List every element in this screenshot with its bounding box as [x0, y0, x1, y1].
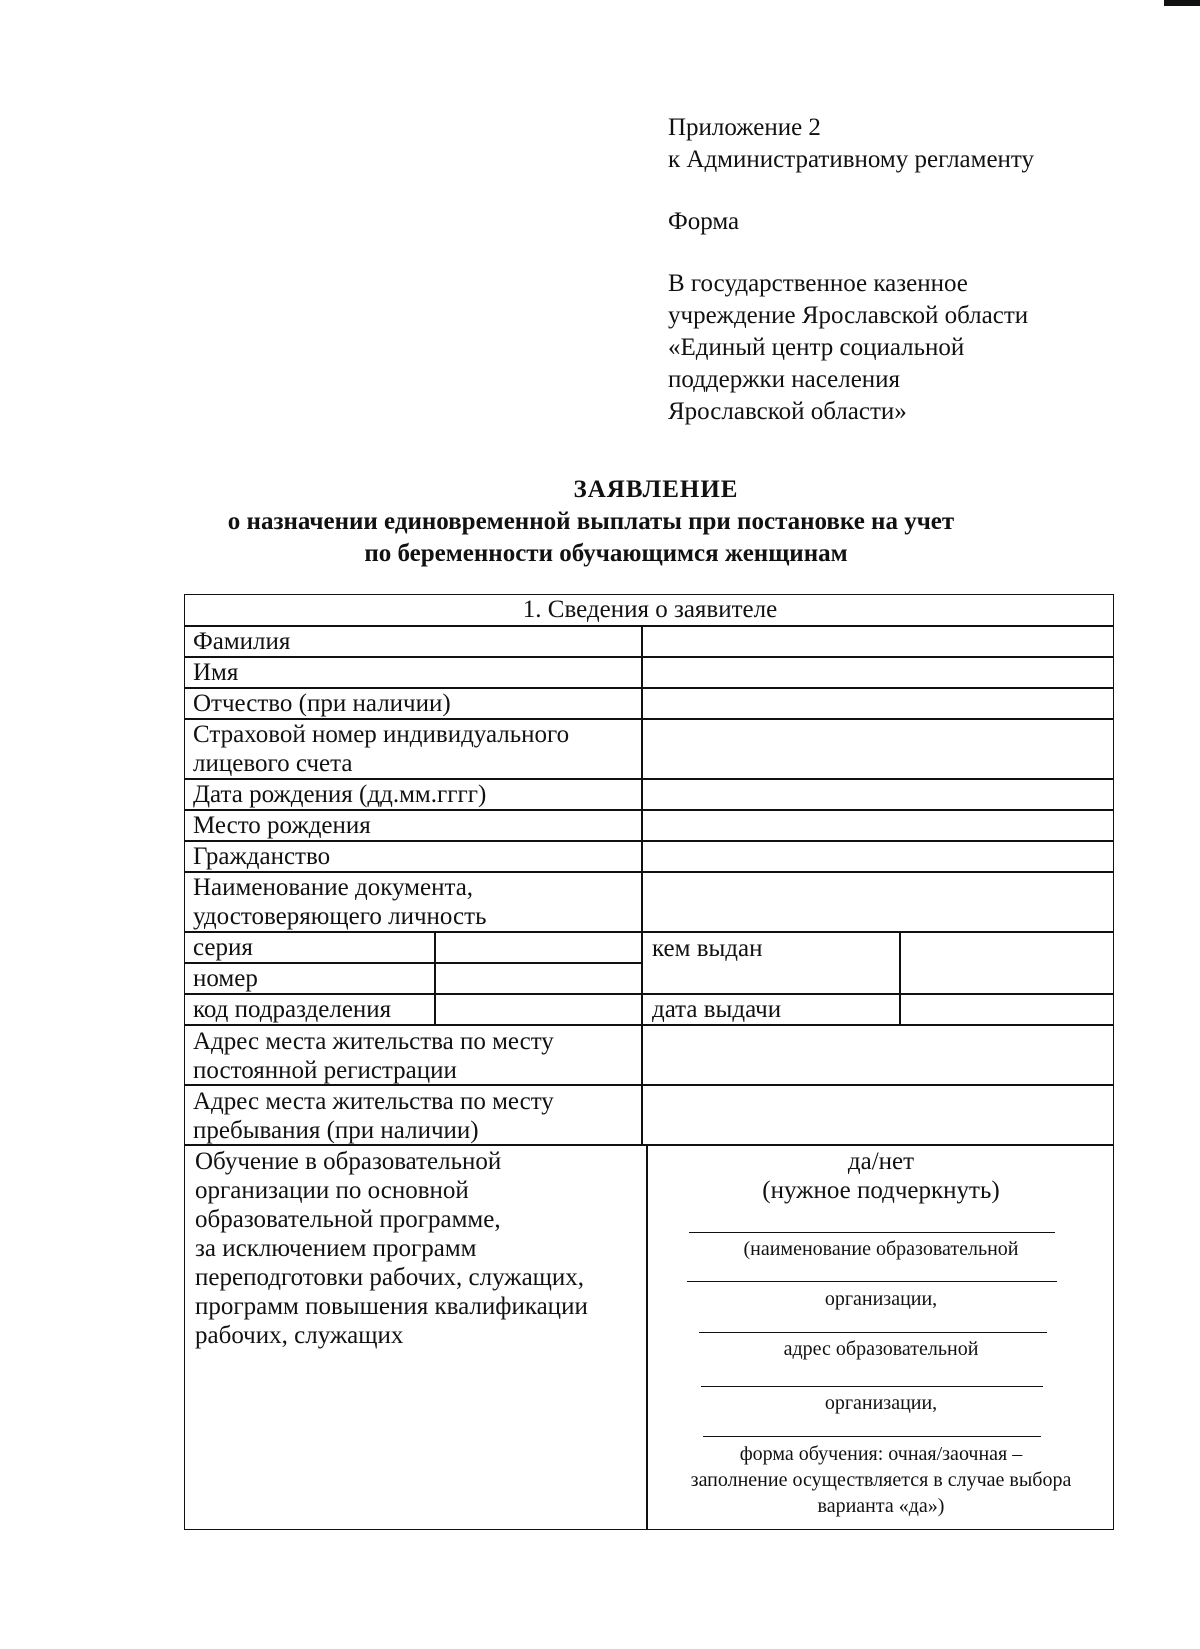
- snils-label-line-2: лицевого счета: [193, 750, 353, 777]
- org-address-line[interactable]: [699, 1332, 1047, 1333]
- org-name-hint-line-1: (наименование образовательной: [743, 1238, 1019, 1260]
- reg-address-field[interactable]: [641, 1024, 1114, 1086]
- document-header: [668, 112, 1138, 428]
- reg-address-label-line-2: постоянной регистрации: [193, 1057, 457, 1084]
- series-label: серия: [193, 934, 253, 961]
- division-code-label: код подразделения: [193, 996, 392, 1023]
- number-label: номер: [193, 965, 258, 992]
- addressee-line: В государственное казенное: [668, 270, 968, 297]
- snils-label-line-1: Страховой номер индивидуального: [193, 721, 570, 748]
- section-heading-cell: [184, 594, 1114, 627]
- education-label-line: Обучение в образовательной: [195, 1148, 502, 1175]
- birth-place-field[interactable]: [641, 809, 1114, 842]
- patronymic-label: Отчество (при наличии): [193, 690, 451, 717]
- label-cell: [184, 718, 643, 780]
- id-doc-field[interactable]: [641, 871, 1114, 933]
- number-field[interactable]: [434, 962, 643, 995]
- addressee-line: Ярославской области»: [668, 398, 907, 425]
- stay-address-label-line-1: Адрес места жительства по месту: [193, 1088, 554, 1115]
- section-heading: 1. Сведения о заявителе: [522, 596, 778, 623]
- label-cell: [184, 1024, 643, 1086]
- birth-place-label: Место рождения: [193, 812, 371, 839]
- birth-date-label: Дата рождения (дд.мм.гггг): [193, 781, 487, 808]
- appendix-label: Приложение 2: [668, 114, 821, 141]
- snils-field[interactable]: [641, 718, 1114, 780]
- org-address-hint-line-1: адрес образовательной: [783, 1338, 979, 1360]
- citizenship-field[interactable]: [641, 840, 1114, 873]
- applicant-form: [184, 594, 1114, 1530]
- id-doc-label-line-2: удостоверяющего личность: [193, 903, 487, 930]
- education-label-line: программ повышения квалификации: [195, 1293, 588, 1320]
- study-form-hint-line-2: заполнение осуществляется в случае выбора: [690, 1469, 1072, 1491]
- org-address-hint-line-2: организации,: [824, 1392, 938, 1414]
- label-cell: [641, 931, 901, 995]
- label-cell: [184, 1084, 643, 1146]
- form-label: Форма: [668, 208, 740, 235]
- citizenship-label: Гражданство: [193, 843, 331, 870]
- title-subject-line-2: по беременности обучающимся женщинам: [364, 540, 848, 567]
- issue-date-label: дата выдачи: [652, 996, 782, 1023]
- study-form-hint-line-1: форма обучения: очная/заочная –: [739, 1443, 1023, 1465]
- label-cell: [184, 993, 436, 1026]
- org-address-line-2[interactable]: [701, 1386, 1043, 1387]
- label-cell: [184, 656, 643, 689]
- name-label: Имя: [193, 659, 239, 686]
- scan-edge-mark: [1164, 0, 1200, 6]
- label-cell: [641, 993, 901, 1026]
- label-cell: [184, 809, 643, 842]
- education-label-line: организации по основной: [195, 1177, 469, 1204]
- label-cell: [184, 962, 436, 995]
- surname-label: Фамилия: [193, 628, 291, 655]
- title-main: ЗАЯВЛЕНИЕ: [573, 476, 739, 503]
- stay-address-label-line-2: пребывания (при наличии): [193, 1117, 479, 1144]
- underline-hint: (нужное подчеркнуть): [762, 1177, 1000, 1204]
- education-details-cell: [646, 1144, 1114, 1530]
- education-label-line: образовательной программе,: [195, 1206, 501, 1233]
- label-cell: [184, 625, 643, 658]
- yes-no-choice[interactable]: да/нет: [847, 1148, 915, 1175]
- org-name-hint-line-2: организации,: [824, 1288, 938, 1310]
- id-doc-label-line-1: Наименование документа,: [193, 874, 474, 901]
- addressee-line: «Единый центр социальной: [668, 334, 965, 361]
- issued-by-label: кем выдан: [652, 935, 763, 962]
- label-cell: [184, 840, 643, 873]
- series-field[interactable]: [434, 931, 643, 964]
- education-label-line: рабочих, служащих: [195, 1322, 404, 1349]
- patronymic-field[interactable]: [641, 687, 1114, 720]
- org-name-line[interactable]: [689, 1232, 1055, 1233]
- division-code-field[interactable]: [434, 993, 643, 1026]
- label-cell: [184, 687, 643, 720]
- study-form-line[interactable]: [703, 1436, 1041, 1437]
- title-subject-line-1: о назначении единовременной выплаты при постановке на учет: [227, 508, 955, 535]
- regulation-label: к Административному регламенту: [668, 146, 1035, 173]
- org-name-line-2[interactable]: [687, 1281, 1057, 1282]
- education-label-line: за исключением программ: [195, 1235, 477, 1262]
- issue-date-field[interactable]: [899, 993, 1114, 1026]
- label-cell: [184, 931, 436, 964]
- addressee-line: поддержки населения: [668, 366, 901, 393]
- education-label-line: переподготовки рабочих, служащих,: [195, 1264, 585, 1291]
- birth-date-field[interactable]: [641, 778, 1114, 811]
- stay-address-field[interactable]: [641, 1084, 1114, 1146]
- surname-field[interactable]: [641, 625, 1114, 658]
- label-cell: [184, 1144, 648, 1530]
- reg-address-label-line-1: Адрес места жительства по месту: [193, 1028, 554, 1055]
- name-field[interactable]: [641, 656, 1114, 689]
- issued-by-field[interactable]: [899, 931, 1114, 995]
- study-form-hint-line-3: варианта «да»): [817, 1495, 945, 1517]
- addressee-line: учреждение Ярославской области: [668, 302, 1029, 329]
- label-cell: [184, 871, 643, 933]
- label-cell: [184, 778, 643, 811]
- document-title: [0, 474, 1200, 570]
